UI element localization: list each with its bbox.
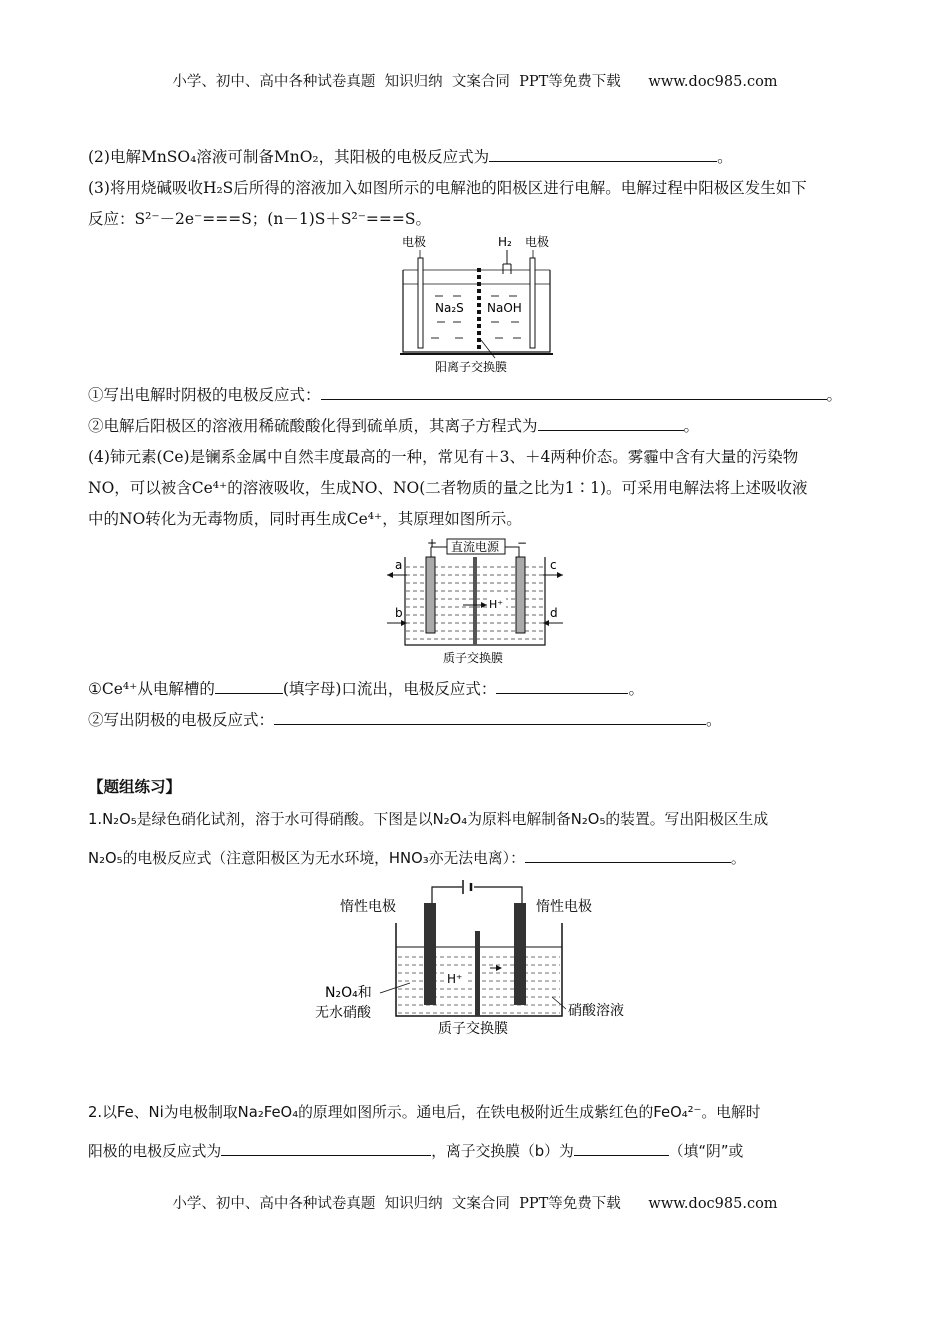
question-3-sub-2-text: ②电解后阳极区的溶液用稀硫酸酸化得到硫单质，其离子方程式为 bbox=[88, 417, 538, 435]
page-header: 小学、初中、高中各种试卷真题 知识归纳 文案合同 PPT等免费下载 www.doc985.com bbox=[172, 74, 778, 90]
question-4-sub-2 bbox=[88, 708, 722, 730]
practice-2-line-1: 2.以Fe、Ni为电极制取Na₂FeO₄的原理如图所示。通电后，在铁电极附近生成紫红色的FeO₄²⁻。电解时 bbox=[88, 1104, 761, 1121]
answer-blank[interactable] bbox=[525, 849, 731, 863]
practice-1-end: 。 bbox=[730, 850, 746, 867]
figure-electrolysis-cell-3 bbox=[310, 875, 640, 1040]
label-c: c bbox=[550, 558, 557, 572]
practice-title: 【题组练习】 bbox=[88, 777, 182, 796]
label-right-solution: 硝酸溶液 bbox=[568, 1003, 624, 1019]
label-h2: H₂ bbox=[498, 235, 512, 249]
caption-proton-exchange-membrane: 质子交换膜 bbox=[443, 651, 504, 665]
practice-2-line-2 bbox=[88, 1140, 743, 1161]
answer-blank[interactable] bbox=[574, 1142, 669, 1156]
label-electrode-right: 电极 bbox=[525, 235, 550, 249]
question-4-line-3: 中的NO转化为无毒物质，同时再生成Ce⁴⁺，其原理如图所示。 bbox=[88, 510, 522, 528]
practice-1-line-1: 1.N₂O₅是绿色硝化试剂，溶于水可得硝酸。下图是以N₂O₄为原料电解制备N₂O₅的装置。写出阳极区生成 bbox=[88, 811, 769, 828]
answer-blank[interactable] bbox=[321, 386, 827, 400]
label-proton: H⁺ bbox=[447, 972, 463, 986]
question-4-sub-2-end: 。 bbox=[706, 711, 722, 729]
answer-blank[interactable] bbox=[538, 417, 684, 431]
caption-proton-exchange-membrane: 质子交换膜 bbox=[438, 1021, 508, 1037]
practice-2-line-2-text-a: 阳极的电极反应式为 bbox=[88, 1143, 222, 1160]
label-left-solution-line-1: N₂O₄和 bbox=[325, 985, 372, 1001]
figure-electrolysis-cell-2 bbox=[385, 533, 570, 668]
question-2-text: (2)电解MnSO₄溶液可制备MnO₂，其阳极的电极反应式为 bbox=[88, 148, 490, 166]
question-3-sub-2 bbox=[88, 414, 699, 436]
label-naoh: NaOH bbox=[487, 301, 522, 315]
question-3-sub-1 bbox=[88, 383, 842, 405]
answer-blank[interactable] bbox=[496, 680, 628, 694]
question-4-line-2: NO，可以被含Ce⁴⁺的溶液吸收，生成NO、NO(二者物质的量之比为1∶1)。可采用电解法将上述吸收液 bbox=[88, 479, 808, 497]
question-3-line-1: (3)将用烧碱吸收H₂S后所得的溶液加入如图所示的电解池的阳极区进行电解。电解过程中阳极区发生如下 bbox=[88, 179, 807, 197]
label-proton: H⁺ bbox=[489, 598, 504, 611]
practice-2-line-2-text-b: ，离子交换膜（b）为 bbox=[431, 1143, 574, 1160]
answer-blank[interactable] bbox=[221, 1142, 431, 1156]
label-na2s: Na₂S bbox=[435, 301, 464, 315]
label-left-solution-line-2: 无水硝酸 bbox=[315, 1005, 371, 1021]
answer-blank[interactable] bbox=[215, 680, 283, 694]
label-dc-power: 直流电源 bbox=[451, 540, 500, 554]
label-plus: + bbox=[427, 536, 438, 550]
label-a: a bbox=[395, 558, 403, 572]
question-3-sub-1-end: 。 bbox=[826, 386, 843, 404]
figure-electrolysis-cell-1 bbox=[395, 230, 565, 375]
question-2-end: 。 bbox=[717, 148, 733, 166]
question-4-sub-1-text-a: ①Ce⁴⁺从电解槽的 bbox=[88, 680, 215, 698]
label-d: d bbox=[550, 606, 558, 620]
label-minus: − bbox=[517, 536, 528, 550]
question-4-sub-1-text-b: (填字母)口流出，电极反应式： bbox=[282, 680, 497, 698]
answer-blank[interactable] bbox=[489, 148, 717, 162]
caption-cation-exchange-membrane: 阳离子交换膜 bbox=[435, 360, 508, 374]
answer-blank[interactable] bbox=[274, 711, 706, 725]
practice-2-line-2-text-c: （填“阴”或 bbox=[668, 1143, 744, 1160]
question-2 bbox=[88, 145, 733, 167]
practice-1-line-2-text: N₂O₅的电极反应式（注意阳极区为无水环境，HNO₃亦无法电离）： bbox=[88, 850, 525, 867]
label-right-electrode: 惰性电极 bbox=[536, 899, 592, 915]
label-b: b bbox=[395, 606, 403, 620]
question-4-sub-1 bbox=[88, 677, 644, 699]
question-3-line-2: 反应：S²⁻－2e⁻===S；(n－1)S＋S²⁻===S。 bbox=[88, 210, 431, 228]
label-electrode-left: 电极 bbox=[402, 235, 427, 249]
label-left-electrode: 惰性电极 bbox=[340, 899, 396, 915]
practice-1-line-2 bbox=[88, 847, 746, 868]
question-4-sub-1-end: 。 bbox=[628, 680, 644, 698]
question-4-sub-2-text: ②写出阴极的电极反应式： bbox=[88, 711, 275, 729]
question-4-line-1: (4)铈元素(Ce)是镧系金属中自然丰度最高的一种，常见有＋3、＋4两种价态。雾霾中含有大量的污染物 bbox=[88, 448, 799, 466]
question-3-sub-2-end: 。 bbox=[683, 417, 700, 435]
question-3-sub-1-text: ①写出电解时阴极的电极反应式： bbox=[88, 386, 321, 404]
page-footer: 小学、初中、高中各种试卷真题 知识归纳 文案合同 PPT等免费下载 www.doc985.com bbox=[172, 1196, 778, 1212]
